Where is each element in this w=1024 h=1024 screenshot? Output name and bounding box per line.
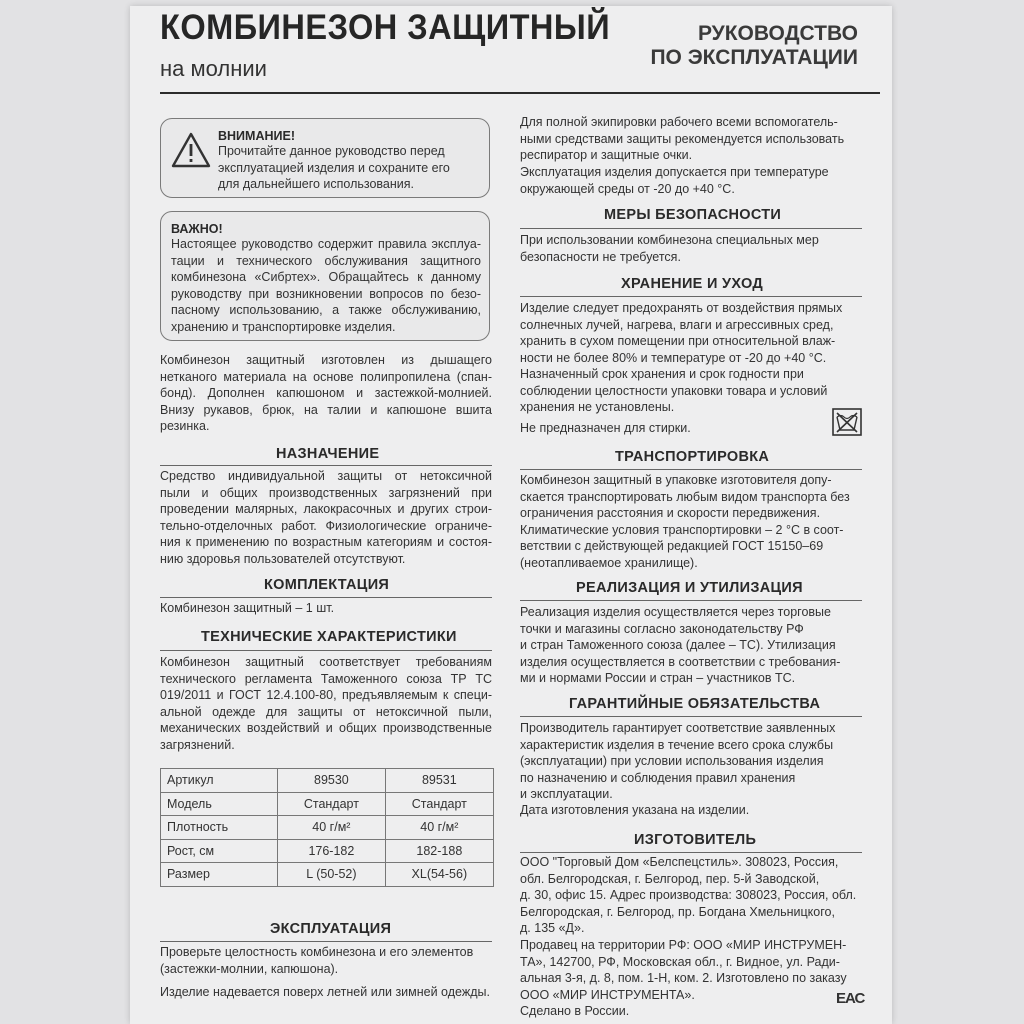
- manufacturer-line: Белгородская, г. Белгород, пр. Богдана Хмельницкого,: [520, 904, 835, 919]
- intro-line: Внизу рукавов, брюк, на талии и капюшоне вшита: [160, 402, 492, 417]
- table-row: [161, 863, 494, 887]
- seller-line: ТА», 142700, РФ, Московская обл., г. Видное, ул. Ради-: [520, 954, 840, 969]
- warning-line: Прочитайте данное руководство перед: [218, 144, 445, 158]
- transport-line: ограничения расстояния и скорости передвижения.: [520, 506, 821, 521]
- purpose-line: Средство индивидуальной защиты от нетоксичной: [160, 469, 492, 483]
- warranty-line: по назначению и соблюдения правил хранения: [520, 770, 796, 785]
- table-cell-label: Размер: [161, 863, 278, 887]
- manufacturer-line: обл. Белгородская, г. Белгород, пер. 5-й Заводской,: [520, 871, 820, 886]
- transport-line: Комбинезон защитный в упаковке изготовителя допу-: [520, 473, 832, 487]
- shelf-life-line: Назначенный срок хранения и срок годности при: [520, 367, 804, 381]
- important-line: хранению и транспортировке изделия.: [171, 319, 396, 334]
- safety-paragraph: [520, 232, 860, 265]
- shelf-life-line: соблюдении целостности упаковки товара и условий: [520, 383, 828, 398]
- table-cell: 89530: [278, 769, 386, 793]
- table-cell-label: Модель: [161, 792, 278, 816]
- manual-label-line-2: ПО ЭКСПЛУАТАЦИИ: [650, 46, 858, 69]
- seller-paragraph: [520, 937, 860, 1003]
- intro-line: резинка.: [160, 419, 210, 434]
- table-cell: 40 г/м²: [385, 816, 493, 840]
- usage-paragraph: [160, 944, 492, 977]
- specs-line: Комбинезон защитный соответствует требованиям: [160, 655, 492, 669]
- manufacturer-paragraph: [520, 854, 860, 937]
- seller-line: ООО «МИР ИНСТРУМЕНТА».: [520, 987, 695, 1002]
- purpose-line: тельно-отделочных работ. Физиологические ограниче-: [160, 518, 492, 533]
- warranty-line: (эксплуатации) при условии использования изделия: [520, 754, 824, 769]
- table-row: [161, 792, 494, 816]
- specs-line: 019/2011 и ГОСТ 12.4.100-80, предъявляемым к специ-: [160, 688, 492, 703]
- important-line: Настоящее руководство содержит правила эксплуа-: [171, 237, 481, 251]
- usage-rule: [160, 941, 492, 942]
- transport-line: ветствии с действующей редакцией ГОСТ 15150–69: [520, 539, 824, 554]
- shelf-life-paragraph: [520, 366, 860, 416]
- disposal-heading: РЕАЛИЗАЦИЯ И УТИЛИЗАЦИЯ: [576, 580, 803, 596]
- important-title: ВАЖНО!: [171, 222, 223, 236]
- usage-line: Проверьте целостность комбинезона и его элементов: [160, 945, 474, 959]
- title-rule: [160, 92, 880, 94]
- important-text: [171, 236, 481, 335]
- table-cell-label: Рост, см: [161, 839, 278, 863]
- table-cell: Стандарт: [278, 792, 386, 816]
- important-line: руководству при возникновении вопросов по безо-: [171, 286, 481, 301]
- document-subtitle: на молнии: [160, 56, 267, 81]
- safety-line: При использовании комбинезона специальных мер: [520, 233, 819, 247]
- transport-paragraph: [520, 472, 860, 572]
- purpose-line: пыли и общих производственных загрязнений при: [160, 485, 492, 500]
- safety-line: безопасности не требуется.: [520, 249, 681, 264]
- manufacturer-rule: [520, 852, 862, 853]
- transport-line: скается транспортировать любым видом транспорта без: [520, 489, 850, 504]
- equipment-paragraph: [520, 114, 860, 164]
- disposal-line: и стран Таможенного союза (далее – ТС). Утилизация: [520, 638, 836, 653]
- purpose-rule: [160, 465, 492, 466]
- kit-heading: КОМПЛЕКТАЦИЯ: [264, 577, 390, 593]
- temperature-paragraph: [520, 164, 860, 197]
- made-in-text: Сделано в России.: [520, 1004, 630, 1018]
- storage-line: хранить в сухом помещении при относительной влаж-: [520, 334, 836, 349]
- specs-line: механических воздействий и общих производственные: [160, 721, 492, 736]
- warning-triangle-icon: [170, 131, 212, 169]
- purpose-line: проведении малярных, лакокрасочных и других строи-: [160, 502, 492, 517]
- manual-label: [650, 22, 858, 70]
- warranty-heading: ГАРАНТИЙНЫЕ ОБЯЗАТЕЛЬСТВА: [569, 696, 821, 712]
- temperature-line: окружающей среды от -20 до +40 °С.: [520, 181, 735, 196]
- important-line: тации и технического обслуживания защитного: [171, 253, 481, 268]
- table-cell: 176-182: [278, 839, 386, 863]
- specs-line: альной одежде для защиты от нетоксичной пыли,: [160, 704, 492, 719]
- table-cell: 40 г/м²: [278, 816, 386, 840]
- transport-line: Климатические условия транспортировки – 2 °С в соот-: [520, 522, 844, 537]
- kit-rule: [160, 597, 492, 598]
- manual-label-line-1: РУКОВОДСТВО: [697, 22, 858, 45]
- manufacturer-line: ООО "Торговый Дом «Белспецстиль». 308023, Россия,: [520, 855, 839, 869]
- transport-line: (неотапливаемое хранилище).: [520, 555, 698, 570]
- table-cell-label: Артикул: [161, 769, 278, 793]
- table-row: [161, 769, 494, 793]
- warning-box: [160, 118, 490, 198]
- table-cell: Стандарт: [385, 792, 493, 816]
- warranty-paragraph: [520, 720, 860, 803]
- manufacturer-line: д. 135 «Д».: [520, 921, 585, 936]
- purpose-heading: НАЗНАЧЕНИЕ: [276, 446, 380, 462]
- storage-line: солнечных лучей, нагрева, влаги и агрессивных сред,: [520, 317, 834, 332]
- purpose-line: ния к применению по возрастным категориям и состоя-: [160, 535, 492, 550]
- equipment-line: ными средствами защиты рекомендуется использовать: [520, 131, 845, 146]
- specs-heading: ТЕХНИЧЕСКИЕ ХАРАКТЕРИСТИКИ: [201, 629, 457, 645]
- specs-table: [160, 768, 494, 887]
- disposal-line: изделия осуществляется в соответствии с требования-: [520, 654, 841, 669]
- seller-line: альная 3-я, д. 8, пом. 1-Н, ком. 2. Изготовлено по заказу: [520, 971, 847, 986]
- equipment-line: респиратор и защитные очки.: [520, 148, 693, 163]
- important-line: комбинезона «Сибртех». Обращайтесь к данному: [171, 270, 481, 284]
- disposal-paragraph: [520, 604, 860, 687]
- intro-line: нетканого материала на основе полипропилена (спан-: [160, 369, 492, 384]
- safety-rule: [520, 228, 862, 229]
- temperature-line: Эксплуатация изделия допускается при температуре: [520, 165, 829, 179]
- warranty-line: характеристик изделия в течение всего срока службы: [520, 737, 834, 752]
- specs-rule: [160, 650, 492, 651]
- important-box: [160, 211, 490, 341]
- equipment-line: Для полной экипировки рабочего всеми вспомогатель-: [520, 115, 838, 129]
- eac-mark: ЕАС: [836, 990, 865, 1007]
- specs-line: технического регламента Таможенного союза ТР ТС: [160, 671, 492, 686]
- table-cell-label: Плотность: [161, 816, 278, 840]
- intro-line: Комбинезон защитный изготовлен из дышащего: [160, 353, 492, 367]
- storage-rule: [520, 296, 862, 297]
- no-wash-icon: [832, 408, 862, 436]
- no-wash-text: Не предназначен для стирки.: [520, 421, 691, 435]
- specs-paragraph: [160, 654, 492, 754]
- purpose-line: нию здоровья пользователей отсутствуют.: [160, 551, 406, 566]
- warranty-rule: [520, 716, 862, 717]
- manufacturer-line: д. 30, офис 15. Адрес производства: 308023, Россия, обл.: [520, 888, 857, 903]
- warning-title: ВНИМАНИЕ!: [218, 129, 295, 143]
- table-cell: L (50-52): [278, 863, 386, 887]
- usage-line: (застежки-молнии, капюшона).: [160, 961, 339, 976]
- disposal-line: Реализация изделия осуществляется через торговые: [520, 605, 831, 619]
- manufacturer-heading: ИЗГОТОВИТЕЛЬ: [634, 832, 757, 848]
- usage-text-2: Изделие надевается поверх летней или зимней одежды.: [160, 985, 490, 999]
- storage-line: Изделие следует предохранять от воздействия прямых: [520, 301, 843, 315]
- table-row: [161, 839, 494, 863]
- intro-paragraph: [160, 352, 492, 435]
- warranty-line: Производитель гарантирует соответствие заявленных: [520, 721, 836, 735]
- disposal-line: точки и магазины согласно законодательству РФ: [520, 621, 804, 636]
- usage-heading: ЭКСПЛУАТАЦИЯ: [270, 921, 392, 937]
- seller-line: Продавец на территории РФ: ООО «МИР ИНСТРУМЕН-: [520, 938, 847, 952]
- intro-line: бонд). Дополнен капюшоном и застежкой-молнией.: [160, 386, 492, 401]
- warning-line: эксплуатацией изделия и сохраните его: [218, 160, 450, 175]
- storage-heading: ХРАНЕНИЕ И УХОД: [621, 276, 763, 292]
- table-cell: 89531: [385, 769, 493, 793]
- table-cell: XL(54-56): [385, 863, 493, 887]
- manufacture-date-text: Дата изготовления указана на изделии.: [520, 803, 750, 817]
- warning-text: [218, 143, 484, 193]
- disposal-rule: [520, 600, 862, 601]
- document-title: КОМБИНЕЗОН ЗАЩИТНЫЙ: [160, 8, 611, 47]
- kit-text: Комбинезон защитный – 1 шт.: [160, 601, 335, 615]
- warning-line: для дальнейшего использования.: [218, 177, 415, 191]
- important-line: пасному использованию, а также обслуживанию,: [171, 303, 481, 317]
- storage-paragraph: [520, 300, 860, 366]
- safety-heading: МЕРЫ БЕЗОПАСНОСТИ: [604, 207, 782, 223]
- specs-line: загрязнений.: [160, 737, 235, 752]
- warranty-line: и эксплуатации.: [520, 787, 613, 802]
- purpose-paragraph: [160, 468, 492, 568]
- transport-heading: ТРАНСПОРТИРОВКА: [615, 449, 770, 465]
- disposal-line: ми и нормами России и стран – участников ТС.: [520, 671, 796, 686]
- storage-line: ности не более 80% и температуре от -20 до +40 °С.: [520, 350, 827, 365]
- table-row: [161, 816, 494, 840]
- shelf-life-line: хранения не установлены.: [520, 400, 675, 415]
- transport-rule: [520, 469, 862, 470]
- table-cell: 182-188: [385, 839, 493, 863]
